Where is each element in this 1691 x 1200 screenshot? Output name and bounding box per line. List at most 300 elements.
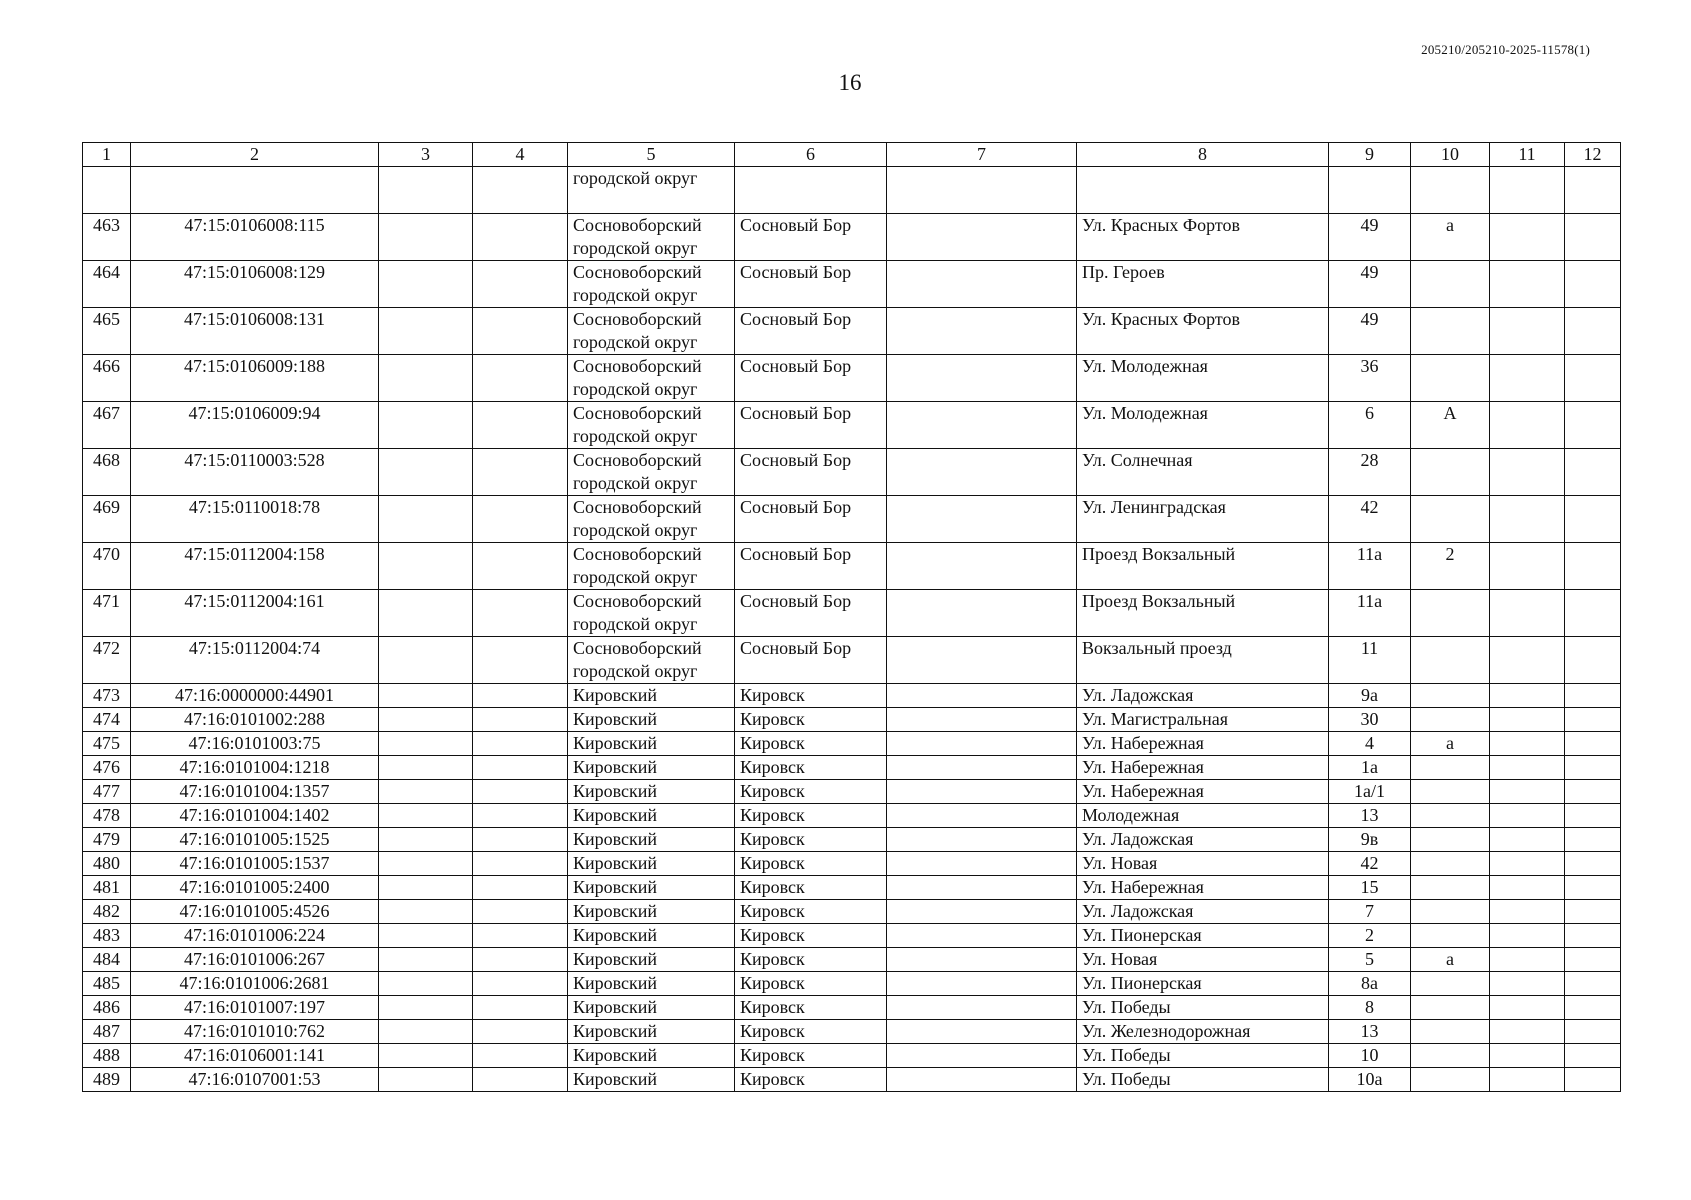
row-number: 482 xyxy=(83,900,131,924)
column-11-cell xyxy=(1490,900,1565,924)
column-11-cell xyxy=(1490,948,1565,972)
house-number-cell: 11 xyxy=(1329,637,1411,684)
district-line-1: Сосновоборский xyxy=(573,309,702,329)
district-line-1: Сосновоборский xyxy=(573,450,702,470)
row-number xyxy=(83,167,131,214)
column-3-cell xyxy=(379,948,473,972)
row-number: 475 xyxy=(83,732,131,756)
column-12-cell xyxy=(1565,684,1621,708)
column-12-cell xyxy=(1565,780,1621,804)
district-cell xyxy=(568,1020,735,1044)
cadastral-number: 47:15:0106008:131 xyxy=(131,308,379,355)
table-row xyxy=(83,449,1621,496)
column-7-cell xyxy=(887,402,1077,449)
cadastral-number: 47:16:0101004:1218 xyxy=(131,756,379,780)
locality-cell: Кировск xyxy=(735,852,887,876)
street-cell: Ул. Красных Фортов xyxy=(1077,214,1329,261)
locality-cell: Кировск xyxy=(735,1044,887,1068)
column-3-cell xyxy=(379,900,473,924)
row-number: 481 xyxy=(83,876,131,900)
district-line-1: Сосновоборский xyxy=(573,262,702,282)
building-letter-cell xyxy=(1411,449,1490,496)
district-cell xyxy=(568,684,735,708)
locality-cell: Кировск xyxy=(735,684,887,708)
district-line-2: городской округ xyxy=(573,238,698,258)
cadastral-number xyxy=(131,167,379,214)
street-cell: Ул. Пионерская xyxy=(1077,972,1329,996)
district-cell xyxy=(568,876,735,900)
cadastral-number: 47:15:0112004:161 xyxy=(131,590,379,637)
district-line-1: Сосновоборский xyxy=(573,356,702,376)
street-cell: Ул. Набережная xyxy=(1077,780,1329,804)
district-line-1: Сосновоборский xyxy=(573,215,702,235)
column-4-cell xyxy=(473,804,568,828)
cadastral-number: 47:16:0101006:267 xyxy=(131,948,379,972)
cadastral-number: 47:16:0101005:1525 xyxy=(131,828,379,852)
district-line-1: Сосновоборский xyxy=(573,403,702,423)
row-number: 483 xyxy=(83,924,131,948)
column-12-cell xyxy=(1565,637,1621,684)
building-letter-cell xyxy=(1411,972,1490,996)
column-11-cell xyxy=(1490,684,1565,708)
column-7-cell xyxy=(887,590,1077,637)
locality-cell: Кировск xyxy=(735,1068,887,1092)
locality-cell xyxy=(735,167,887,214)
cadastral-number: 47:16:0000000:44901 xyxy=(131,684,379,708)
column-11-cell xyxy=(1490,543,1565,590)
district-line-1: Сосновоборский xyxy=(573,638,702,658)
district-line-2: городской округ xyxy=(573,426,698,446)
house-number-cell: 30 xyxy=(1329,708,1411,732)
column-11-cell xyxy=(1490,708,1565,732)
column-11-cell xyxy=(1490,214,1565,261)
column-12-cell xyxy=(1565,496,1621,543)
locality-cell: Сосновый Бор xyxy=(735,214,887,261)
district-line-1: Сосновоборский xyxy=(573,497,702,517)
district-cell xyxy=(568,804,735,828)
column-3-cell xyxy=(379,780,473,804)
table-body xyxy=(83,143,1621,1092)
cadastral-number: 47:15:0112004:74 xyxy=(131,637,379,684)
column-7-cell xyxy=(887,1068,1077,1092)
column-7-cell xyxy=(887,261,1077,308)
table-row xyxy=(83,804,1621,828)
building-letter-cell xyxy=(1411,590,1490,637)
column-11-cell xyxy=(1490,449,1565,496)
street-cell: Ул. Ладожская xyxy=(1077,684,1329,708)
district-cell xyxy=(568,261,735,308)
table-row xyxy=(83,900,1621,924)
table-row xyxy=(83,996,1621,1020)
column-7-cell xyxy=(887,543,1077,590)
row-number: 478 xyxy=(83,804,131,828)
column-12-cell xyxy=(1565,590,1621,637)
house-number-cell: 49 xyxy=(1329,308,1411,355)
column-3-cell xyxy=(379,543,473,590)
building-letter-cell xyxy=(1411,637,1490,684)
row-number: 489 xyxy=(83,1068,131,1092)
column-3-cell xyxy=(379,708,473,732)
column-4-cell xyxy=(473,1068,568,1092)
table-row xyxy=(83,543,1621,590)
column-3-cell xyxy=(379,972,473,996)
column-7-cell xyxy=(887,167,1077,214)
column-3-cell xyxy=(379,261,473,308)
column-7-cell xyxy=(887,852,1077,876)
column-header-2: 2 xyxy=(131,143,379,167)
column-12-cell xyxy=(1565,708,1621,732)
row-number: 480 xyxy=(83,852,131,876)
cadastral-number: 47:15:0106008:115 xyxy=(131,214,379,261)
column-4-cell xyxy=(473,402,568,449)
house-number-cell: 1а/1 xyxy=(1329,780,1411,804)
column-11-cell xyxy=(1490,355,1565,402)
column-12-cell xyxy=(1565,449,1621,496)
table-row xyxy=(83,708,1621,732)
locality-cell: Кировск xyxy=(735,972,887,996)
column-11-cell xyxy=(1490,756,1565,780)
street-cell: Ул. Ладожская xyxy=(1077,900,1329,924)
column-12-cell xyxy=(1565,1044,1621,1068)
column-12-cell xyxy=(1565,804,1621,828)
house-number-cell: 15 xyxy=(1329,876,1411,900)
row-number: 471 xyxy=(83,590,131,637)
column-7-cell xyxy=(887,732,1077,756)
district-line-1: Кировский xyxy=(573,685,658,705)
column-7-cell xyxy=(887,449,1077,496)
street-cell: Ул. Победы xyxy=(1077,1068,1329,1092)
district-cell xyxy=(568,1044,735,1068)
building-letter-cell xyxy=(1411,1020,1490,1044)
column-header-10: 10 xyxy=(1411,143,1490,167)
column-7-cell xyxy=(887,308,1077,355)
column-3-cell xyxy=(379,496,473,543)
table-row xyxy=(83,590,1621,637)
locality-cell: Кировск xyxy=(735,1020,887,1044)
column-11-cell xyxy=(1490,308,1565,355)
column-4-cell xyxy=(473,948,568,972)
house-number-cell: 11а xyxy=(1329,590,1411,637)
table-row xyxy=(83,214,1621,261)
district-cell xyxy=(568,167,735,214)
district-line-2: городской округ xyxy=(573,567,698,587)
street-cell: Ул. Ладожская xyxy=(1077,828,1329,852)
column-4-cell xyxy=(473,1020,568,1044)
row-number: 463 xyxy=(83,214,131,261)
column-header-7: 7 xyxy=(887,143,1077,167)
district-line-2: городской округ xyxy=(573,661,698,681)
district-cell xyxy=(568,756,735,780)
column-12-cell xyxy=(1565,852,1621,876)
district-cell xyxy=(568,852,735,876)
column-3-cell xyxy=(379,852,473,876)
street-cell: Проезд Вокзальный xyxy=(1077,543,1329,590)
row-number: 477 xyxy=(83,780,131,804)
district-cell xyxy=(568,1068,735,1092)
column-number-row xyxy=(83,143,1621,167)
cadastral-number: 47:16:0101004:1357 xyxy=(131,780,379,804)
column-12-cell xyxy=(1565,402,1621,449)
district-line-1: Сосновоборский xyxy=(573,544,702,564)
street-cell: Ул. Молодежная xyxy=(1077,355,1329,402)
district-line-2: городской округ xyxy=(573,473,698,493)
district-cell xyxy=(568,590,735,637)
column-4-cell xyxy=(473,355,568,402)
column-12-cell xyxy=(1565,355,1621,402)
house-number-cell: 13 xyxy=(1329,804,1411,828)
cadastral-number: 47:16:0101005:1537 xyxy=(131,852,379,876)
column-4-cell xyxy=(473,900,568,924)
house-number-cell: 10 xyxy=(1329,1044,1411,1068)
building-letter-cell xyxy=(1411,684,1490,708)
column-4-cell xyxy=(473,756,568,780)
locality-cell: Сосновый Бор xyxy=(735,543,887,590)
street-cell: Ул. Молодежная xyxy=(1077,402,1329,449)
locality-cell: Сосновый Бор xyxy=(735,261,887,308)
column-12-cell xyxy=(1565,876,1621,900)
district-line-1: Кировский xyxy=(573,973,658,993)
column-11-cell xyxy=(1490,996,1565,1020)
column-3-cell xyxy=(379,214,473,261)
locality-cell: Кировск xyxy=(735,780,887,804)
column-4-cell xyxy=(473,637,568,684)
district-cell xyxy=(568,355,735,402)
district-cell xyxy=(568,308,735,355)
table-row xyxy=(83,1068,1621,1092)
street-cell: Вокзальный проезд xyxy=(1077,637,1329,684)
column-7-cell xyxy=(887,804,1077,828)
district-line-1: Сосновоборский xyxy=(573,591,702,611)
column-header-3: 3 xyxy=(379,143,473,167)
column-12-cell xyxy=(1565,1068,1621,1092)
column-7-cell xyxy=(887,708,1077,732)
district-line-2: городской округ xyxy=(573,332,698,352)
building-letter-cell xyxy=(1411,756,1490,780)
street-cell: Проезд Вокзальный xyxy=(1077,590,1329,637)
locality-cell: Сосновый Бор xyxy=(735,308,887,355)
column-4-cell xyxy=(473,924,568,948)
column-12-cell xyxy=(1565,214,1621,261)
column-11-cell xyxy=(1490,496,1565,543)
column-3-cell xyxy=(379,756,473,780)
column-3-cell xyxy=(379,924,473,948)
district-line-1: Кировский xyxy=(573,781,658,801)
district-line-2: городской округ xyxy=(573,520,698,540)
row-number: 466 xyxy=(83,355,131,402)
row-number: 473 xyxy=(83,684,131,708)
column-11-cell xyxy=(1490,261,1565,308)
building-letter-cell xyxy=(1411,852,1490,876)
column-4-cell xyxy=(473,449,568,496)
district-line-1: Кировский xyxy=(573,805,658,825)
column-4-cell xyxy=(473,684,568,708)
district-cell xyxy=(568,972,735,996)
column-header-9: 9 xyxy=(1329,143,1411,167)
row-number: 488 xyxy=(83,1044,131,1068)
column-12-cell xyxy=(1565,948,1621,972)
column-12-cell xyxy=(1565,924,1621,948)
cadastral-number: 47:16:0106001:141 xyxy=(131,1044,379,1068)
column-3-cell xyxy=(379,684,473,708)
column-4-cell xyxy=(473,214,568,261)
house-number-cell: 36 xyxy=(1329,355,1411,402)
locality-cell: Сосновый Бор xyxy=(735,402,887,449)
column-11-cell xyxy=(1490,1044,1565,1068)
district-line-1: Кировский xyxy=(573,1045,658,1065)
column-11-cell xyxy=(1490,402,1565,449)
column-3-cell xyxy=(379,996,473,1020)
building-letter-cell xyxy=(1411,1044,1490,1068)
building-letter-cell xyxy=(1411,496,1490,543)
locality-cell: Кировск xyxy=(735,876,887,900)
building-letter-cell xyxy=(1411,900,1490,924)
street-cell: Ул. Ленинградская xyxy=(1077,496,1329,543)
cadastral-number: 47:16:0101006:2681 xyxy=(131,972,379,996)
house-number-cell: 9а xyxy=(1329,684,1411,708)
row-number: 472 xyxy=(83,637,131,684)
locality-cell: Кировск xyxy=(735,924,887,948)
district-cell xyxy=(568,214,735,261)
cadastral-number: 47:16:0101006:224 xyxy=(131,924,379,948)
column-11-cell xyxy=(1490,167,1565,214)
column-11-cell xyxy=(1490,876,1565,900)
district-cell xyxy=(568,948,735,972)
column-7-cell xyxy=(887,684,1077,708)
column-7-cell xyxy=(887,756,1077,780)
column-12-cell xyxy=(1565,261,1621,308)
row-number: 467 xyxy=(83,402,131,449)
building-letter-cell xyxy=(1411,996,1490,1020)
column-7-cell xyxy=(887,900,1077,924)
table-row xyxy=(83,167,1621,214)
column-11-cell xyxy=(1490,590,1565,637)
table-row xyxy=(83,972,1621,996)
row-number: 474 xyxy=(83,708,131,732)
table-row xyxy=(83,684,1621,708)
register-table xyxy=(82,142,1621,1092)
building-letter-cell xyxy=(1411,261,1490,308)
column-4-cell xyxy=(473,308,568,355)
column-11-cell xyxy=(1490,732,1565,756)
street-cell: Ул. Набережная xyxy=(1077,756,1329,780)
street-cell: Ул. Красных Фортов xyxy=(1077,308,1329,355)
building-letter-cell xyxy=(1411,876,1490,900)
district-line-1: Кировский xyxy=(573,949,658,969)
column-3-cell xyxy=(379,804,473,828)
house-number-cell: 13 xyxy=(1329,1020,1411,1044)
district-line-1: Кировский xyxy=(573,997,658,1017)
district-cell xyxy=(568,996,735,1020)
column-11-cell xyxy=(1490,972,1565,996)
locality-cell: Сосновый Бор xyxy=(735,637,887,684)
column-4-cell xyxy=(473,590,568,637)
locality-cell: Сосновый Бор xyxy=(735,496,887,543)
district-line-1: Кировский xyxy=(573,925,658,945)
locality-cell: Кировск xyxy=(735,804,887,828)
column-11-cell xyxy=(1490,637,1565,684)
column-3-cell xyxy=(379,1020,473,1044)
column-4-cell xyxy=(473,780,568,804)
locality-cell: Кировск xyxy=(735,996,887,1020)
house-number-cell: 9в xyxy=(1329,828,1411,852)
table-row xyxy=(83,1044,1621,1068)
district-cell xyxy=(568,637,735,684)
column-12-cell xyxy=(1565,900,1621,924)
table-row xyxy=(83,355,1621,402)
building-letter-cell xyxy=(1411,308,1490,355)
column-7-cell xyxy=(887,876,1077,900)
column-11-cell xyxy=(1490,1068,1565,1092)
column-3-cell xyxy=(379,355,473,402)
locality-cell: Кировск xyxy=(735,900,887,924)
table-row xyxy=(83,1020,1621,1044)
column-7-cell xyxy=(887,924,1077,948)
district-cell xyxy=(568,828,735,852)
house-number-cell: 28 xyxy=(1329,449,1411,496)
column-7-cell xyxy=(887,496,1077,543)
locality-cell: Кировск xyxy=(735,756,887,780)
column-4-cell xyxy=(473,972,568,996)
row-number: 469 xyxy=(83,496,131,543)
column-4-cell xyxy=(473,828,568,852)
column-12-cell xyxy=(1565,308,1621,355)
district-line-2: городской округ xyxy=(573,379,698,399)
house-number-cell: 1а xyxy=(1329,756,1411,780)
row-number: 476 xyxy=(83,756,131,780)
district-line-1: Кировский xyxy=(573,709,658,729)
district-cell xyxy=(568,449,735,496)
street-cell: Ул. Набережная xyxy=(1077,732,1329,756)
column-4-cell xyxy=(473,996,568,1020)
cadastral-number: 47:16:0101007:197 xyxy=(131,996,379,1020)
row-number: 484 xyxy=(83,948,131,972)
house-number-cell: 8 xyxy=(1329,996,1411,1020)
locality-cell: Кировск xyxy=(735,732,887,756)
column-header-12: 12 xyxy=(1565,143,1621,167)
street-cell: Пр. Героев xyxy=(1077,261,1329,308)
house-number-cell: 10а xyxy=(1329,1068,1411,1092)
table-row xyxy=(83,924,1621,948)
district-cell xyxy=(568,732,735,756)
building-letter-cell: а xyxy=(1411,732,1490,756)
district-cell xyxy=(568,924,735,948)
locality-cell: Кировск xyxy=(735,708,887,732)
document-number: 205210/205210-2025-11578(1) xyxy=(1421,42,1590,57)
district-line-1: Кировский xyxy=(573,853,658,873)
district-cell xyxy=(568,900,735,924)
locality-cell: Сосновый Бор xyxy=(735,449,887,496)
district-line-1: Кировский xyxy=(573,1069,658,1089)
building-letter-cell xyxy=(1411,167,1490,214)
house-number-cell: 2 xyxy=(1329,924,1411,948)
house-number-cell: 6 xyxy=(1329,402,1411,449)
district-line-1: Кировский xyxy=(573,757,658,777)
column-header-8: 8 xyxy=(1077,143,1329,167)
district-line-2: городской округ xyxy=(573,168,698,188)
row-number: 470 xyxy=(83,543,131,590)
street-cell: Ул. Набережная xyxy=(1077,876,1329,900)
building-letter-cell xyxy=(1411,804,1490,828)
cadastral-number: 47:16:0107001:53 xyxy=(131,1068,379,1092)
column-4-cell xyxy=(473,167,568,214)
column-4-cell xyxy=(473,708,568,732)
house-number-cell: 49 xyxy=(1329,214,1411,261)
house-number-cell: 7 xyxy=(1329,900,1411,924)
house-number-cell: 42 xyxy=(1329,852,1411,876)
cadastral-number: 47:16:0101003:75 xyxy=(131,732,379,756)
district-cell xyxy=(568,708,735,732)
street-cell: Ул. Новая xyxy=(1077,852,1329,876)
